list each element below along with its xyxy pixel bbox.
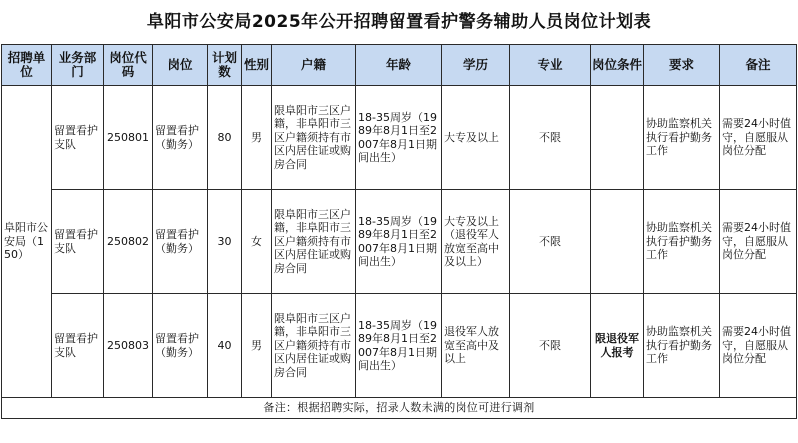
cell-plan: 40	[208, 294, 242, 398]
header-plan: 计划数	[208, 45, 242, 86]
cell-major: 不限	[510, 190, 591, 294]
cell-post: 留置看护（勤务）	[153, 190, 208, 294]
header-huji: 户籍	[272, 45, 356, 86]
cell-gender: 男	[242, 294, 272, 398]
cell-unit: 阜阳市公安局（150）	[2, 86, 52, 398]
cell-remark: 需要24小时值守，自愿服从岗位分配	[720, 86, 797, 190]
table-row	[2, 190, 797, 294]
note-row	[2, 398, 797, 419]
cell-req: 协助监察机关执行看护勤务工作	[644, 86, 720, 190]
header-code: 岗位代码	[104, 45, 153, 86]
cell-cond	[591, 190, 644, 294]
header-dept: 业务部门	[52, 45, 104, 86]
header-row	[2, 45, 797, 86]
cell-plan: 30	[208, 190, 242, 294]
header-major: 专业	[510, 45, 591, 86]
cell-post: 留置看护（勤务）	[153, 86, 208, 190]
cell-remark: 需要24小时值守，自愿服从岗位分配	[720, 294, 797, 398]
header-remark: 备注	[720, 45, 797, 86]
cell-cond	[591, 86, 644, 190]
table-note: 备注：根据招聘实际，招录人数未满的岗位可进行调剂	[2, 398, 797, 419]
cell-huji: 限阜阳市三区户籍，非阜阳市三区户籍须持有市区内居住证或购房合同	[272, 294, 356, 398]
cell-huji: 限阜阳市三区户籍，非阜阳市三区户籍须持有市区内居住证或购房合同	[272, 86, 356, 190]
cell-dept: 留置看护支队	[52, 190, 104, 294]
header-edu: 学历	[442, 45, 510, 86]
cell-edu: 大专及以上	[442, 86, 510, 190]
header-age: 年龄	[356, 45, 442, 86]
table-row	[2, 86, 797, 190]
cell-age: 18-35周岁（1989年8月1日至2007年8月1日期间出生）	[356, 190, 442, 294]
header-cond: 岗位条件	[591, 45, 644, 86]
cell-code: 250801	[104, 86, 153, 190]
cell-huji: 限阜阳市三区户籍，非阜阳市三区户籍须持有市区内居住证或购房合同	[272, 190, 356, 294]
cell-plan: 80	[208, 86, 242, 190]
cell-dept: 留置看护支队	[52, 86, 104, 190]
cell-major: 不限	[510, 86, 591, 190]
header-gender: 性别	[242, 45, 272, 86]
cell-gender: 男	[242, 86, 272, 190]
cell-dept: 留置看护支队	[52, 294, 104, 398]
recruitment-table	[1, 44, 797, 419]
header-unit: 招聘单位	[2, 45, 52, 86]
cell-req: 协助监察机关执行看护勤务工作	[644, 294, 720, 398]
cell-code: 250803	[104, 294, 153, 398]
cell-age: 18-35周岁（1989年8月1日至2007年8月1日期间出生）	[356, 86, 442, 190]
cell-age: 18-35周岁（1989年8月1日至2007年8月1日期间出生）	[356, 294, 442, 398]
table-row	[2, 294, 797, 398]
cell-edu: 大专及以上（退役军人放宽至高中及以上）	[442, 190, 510, 294]
header-post: 岗位	[153, 45, 208, 86]
header-req: 要求	[644, 45, 720, 86]
cell-post: 留置看护（勤务）	[153, 294, 208, 398]
cell-major: 不限	[510, 294, 591, 398]
cell-gender: 女	[242, 190, 272, 294]
cell-remark: 需要24小时值守，自愿服从岗位分配	[720, 190, 797, 294]
cell-cond: 限退役军人报考	[591, 294, 644, 398]
cell-req: 协助监察机关执行看护勤务工作	[644, 190, 720, 294]
cell-code: 250802	[104, 190, 153, 294]
page-title: 阜阳市公安局2025年公开招聘留置看护警务辅助人员岗位计划表	[146, 12, 652, 32]
cell-edu: 退役军人放宽至高中及以上	[442, 294, 510, 398]
